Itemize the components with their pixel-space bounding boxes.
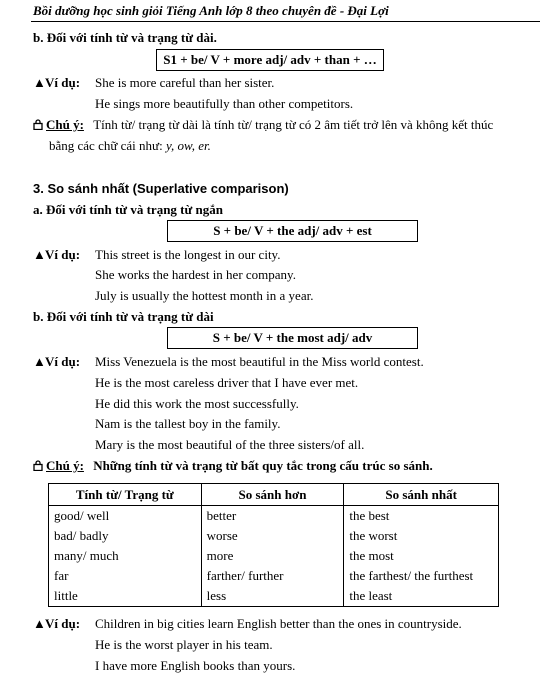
table-row xyxy=(49,526,499,546)
lock-icon xyxy=(33,119,43,130)
note-label: Chú ý: xyxy=(46,458,84,473)
table-cell: better xyxy=(201,506,344,527)
example-sentence: He is the worst player in his team. xyxy=(95,637,273,652)
example-label: Ví dụ: xyxy=(45,247,81,262)
note-label: Chú ý: xyxy=(46,117,84,132)
formula-box: S + be/ V + the adj/ adv + est xyxy=(167,220,418,242)
table-row xyxy=(49,566,499,586)
triangle-bullet-icon: ▲ xyxy=(33,75,46,90)
table-cell: farther/ further xyxy=(201,566,344,586)
note-line xyxy=(33,117,493,133)
table-cell: less xyxy=(201,586,344,607)
example-sentence: July is usually the hottest month in a year. xyxy=(95,288,314,303)
table-header-row xyxy=(49,484,499,506)
example-sentence: Nam is the tallest boy in the family. xyxy=(95,416,281,431)
example-sentence: She is more careful than her sister. xyxy=(95,75,275,90)
note-text: Những tính từ và trạng từ bất quy tắc trong cấu trúc so sánh. xyxy=(93,458,433,473)
lock-icon xyxy=(33,460,43,471)
note-line-2 xyxy=(49,138,211,154)
section-heading: b. Đối với tính từ và trạng từ dài. xyxy=(33,30,217,45)
table-cell: the best xyxy=(344,506,499,527)
example-sentence: Miss Venezuela is the most beautiful in the Miss world contest. xyxy=(95,354,424,369)
table-cell: far xyxy=(49,566,202,586)
example-label: Ví dụ: xyxy=(45,75,81,90)
example-sentence: This street is the longest in our city. xyxy=(95,247,281,262)
section-heading: a. Đối với tính từ và trạng từ ngắn xyxy=(33,202,224,217)
table-cell: many/ much xyxy=(49,546,202,566)
section-title: 3. So sánh nhất (Superlative comparison) xyxy=(33,181,289,196)
table-cell: good/ well xyxy=(49,506,202,527)
example-sentence: Children in big cities learn English better than the ones in countryside. xyxy=(95,616,462,631)
example-block xyxy=(33,75,80,91)
triangle-bullet-icon: ▲ xyxy=(33,616,46,631)
example-sentence: He did this work the most successfully. xyxy=(95,396,299,411)
table-cell: the least xyxy=(344,586,499,607)
table-row xyxy=(49,586,499,607)
example-block xyxy=(33,354,80,370)
table-cell: the farthest/ the furthest xyxy=(344,566,499,586)
table-cell: little xyxy=(49,586,202,607)
table-header: So sánh nhất xyxy=(344,484,499,506)
example-sentence: She works the hardest in her company. xyxy=(95,267,296,282)
table-row xyxy=(49,506,499,527)
note-text: Tính từ/ trạng từ dài là tính từ/ trạng từ có 2 âm tiết trở lên và không kết thúc xyxy=(93,117,494,132)
document-header: Bồi dưỡng học sinh giỏi Tiếng Anh lớp 8 theo chuyên đề - Đại Lợi xyxy=(33,3,389,18)
example-block xyxy=(33,616,80,632)
example-label: Ví dụ: xyxy=(45,616,81,631)
triangle-bullet-icon: ▲ xyxy=(33,354,46,369)
note-line xyxy=(33,458,433,474)
formula-box: S1 + be/ V + more adj/ adv + than + … xyxy=(156,49,384,71)
section-heading: b. Đối với tính từ và trạng từ dài xyxy=(33,309,214,324)
example-sentence: He sings more beautifully than other competitors. xyxy=(95,96,354,111)
table-cell: more xyxy=(201,546,344,566)
formula-box: S + be/ V + the most adj/ adv xyxy=(167,327,418,349)
table-cell: bad/ badly xyxy=(49,526,202,546)
irregular-comparison-table xyxy=(48,483,499,607)
example-label: Ví dụ: xyxy=(45,354,81,369)
table-row xyxy=(49,546,499,566)
header-divider xyxy=(31,21,540,22)
table-header: So sánh hơn xyxy=(201,484,344,506)
note-letters: y, ow, er. xyxy=(165,138,211,153)
example-sentence: I have more English books than yours. xyxy=(95,658,296,673)
table-cell: worse xyxy=(201,526,344,546)
table-header: Tính từ/ Trạng từ xyxy=(49,484,202,506)
triangle-bullet-icon: ▲ xyxy=(33,247,46,262)
example-sentence: He is the most careless driver that I have ever met. xyxy=(95,375,359,390)
note-text-2: bằng các chữ cái như: xyxy=(49,138,163,153)
table-cell: the most xyxy=(344,546,499,566)
table-cell: the worst xyxy=(344,526,499,546)
example-sentence: Mary is the most beautiful of the three sisters/of all. xyxy=(95,437,365,452)
example-block xyxy=(33,247,80,263)
